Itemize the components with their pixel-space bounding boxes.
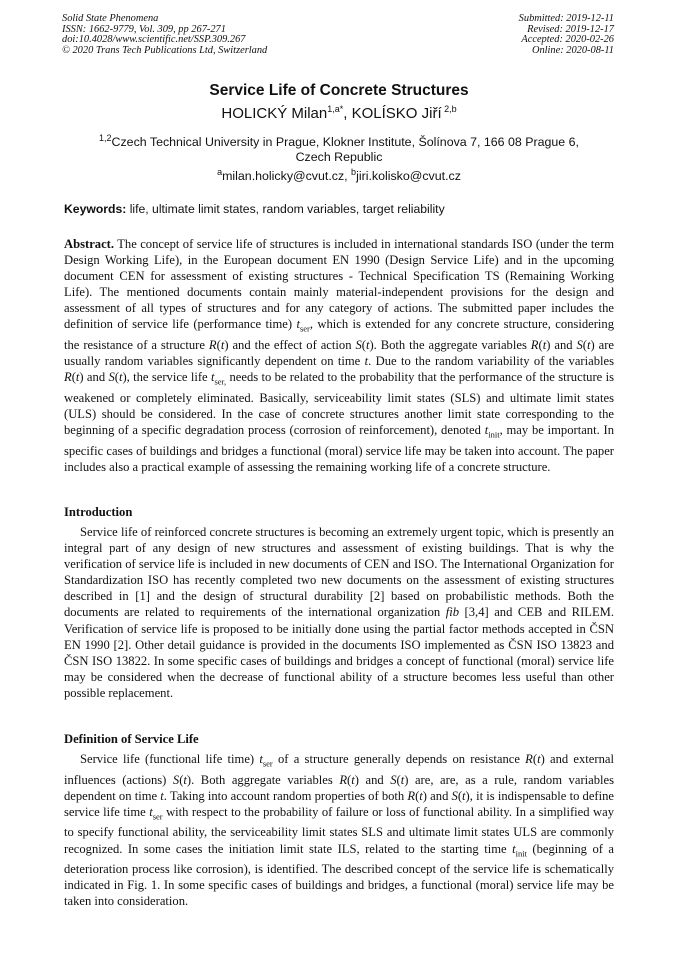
keywords-text: life, ultimate limit states, random variables, target reliability	[126, 202, 445, 216]
definition-paragraph: Service life (functional life time) $t_{ser}$ of a structure generally depends on resistance R(t) and external influences (actions) S(t). Both aggregate variables R(t) and S(t) are, are, as a rule, random variables dependent on time t. Taking into account random properties of both R(t) and S(t), it is indispensable to define service life time $t_{ser}$ with respect to the probability of failure or loss of functional ability. In a simplified way to specify functional ability, the serviceability limit states SLS and ultimate limit states ULS are commonly recognized. In some cases the initiation limit state ILS, related to the starting time $t_{init}$ (beginning of a deterioration process like corrosion), is identified. The described concept of the service life is schematically indicated in Fig. 1. In some specific cases of buildings and bridges, a functional (moral) service life may be taken into consideration.	[64, 752, 615, 909]
author-line: HOLICKÝ Milan$^{1,a*}$, KOLÍSKO Jiří $^{2,b}$	[221, 104, 457, 122]
date-revised: Revised: 2019-12-17	[527, 23, 614, 35]
journal-copyright: © 2020 Trans Tech Publications Ltd, Switzerland	[62, 44, 268, 56]
journal-doi: doi:10.4028/www.scientific.net/SSP.309.267	[62, 34, 246, 46]
date-online: Online: 2020-08-11	[531, 44, 614, 56]
author-1: HOLICKÝ Milan	[221, 105, 328, 122]
author-1-affil: 1,a*	[327, 104, 344, 114]
abstract-label: Abstract.	[64, 237, 115, 251]
affiliation: $^{1,2}$Czech Technical University in Prague, Klokner Institute, Šolínova 7, 166 08 Prague 6, Czech Republic	[99, 133, 579, 165]
journal-name: Solid State Phenomena	[62, 13, 159, 24]
paper-title: Service Life of Concrete Structures	[209, 82, 469, 99]
author-emails: $^a$milan.holicky@cvut.cz, $^b$jiri.kolisko@cvut.cz	[217, 167, 461, 184]
date-accepted: Accepted: 2020-02-26	[521, 34, 614, 46]
author-2: KOLÍSKO Jiří	[351, 105, 442, 122]
keywords	[64, 202, 624, 216]
introduction-paragraph: Service life of reinforced concrete structures is becoming an extremely urgent topic, which is presently an integral part of any design of new structures and assessment of existing buildings. That is why the verification of service life is included in new documents of CEN and ISO. The International Organization for Standardization ISO has recently completed two new documents on the assessment of existing structures described in [1] and the design of structural durability [2] based on probabilistic methods. Both the documents are related to requirements of the international organization fib [3,4] and CEB and RILEM. Verification of service life is proposed to be initially done using the partial factor methods accepted in ČSN EN 1990 [2]. Other detail guidance is provided in the documents ISO implemented as ČSN ISO 13823 and ČSN ISO 13822. In some specific cases of buildings and bridges a concept of functional (moral) service life may be considered when the decrease of functional ability of a structure becomes less useful than other possible replacement.	[64, 525, 614, 700]
abstract: Abstract. The concept of service life of structures is included in international standards ISO (under the term Design Working Life), in the European document EN 1990 (Design Service Life) and in the upcoming document CEN for assessment of existing structures - Technical Specification TS (Remaining Working Life). The mentioned documents contain mainly material-independent provisions for the design and assessment of all types of structures and for any category of actions. The submitted paper includes the definition of service life (performance time) $t_{ser}$, which is extended for any concrete structure, considering the resistance of a structure R(t) and the effect of action S(t). Both the aggregate variables R(t) and S(t) are usually random variables significantly dependent on time t. Due to the random variability of the variables R(t) and S(t), the service life $t_{ser,}$ needs to be related to the probability that the performance of the structure is weakened or completely eliminated. Basically, serviceability limit states (SLS) and ultimate limit states (ULS) should be considered. In the case of concrete structures another limit state corresponding to the beginning of a specific degradation process (corrosion of reinforcement), denoted $t_{init}$, may be important. In specific cases of buildings and bridges a functional (moral) service life may be taken into account. The paper includes also a practical example of assessing the remaining working life of a concrete structure.	[64, 237, 615, 474]
paper-dates	[519, 14, 614, 56]
journal-issn: ISSN: 1662-9779, Vol. 309, pp 267-271	[62, 23, 226, 35]
email-a[interactable]: milan.holicky@cvut.cz,	[222, 169, 352, 184]
section-heading-introduction: Introduction	[64, 505, 133, 519]
author-2-affil: 2,b	[441, 104, 457, 114]
section-heading-definition: Definition of Service Life	[64, 732, 199, 746]
date-submitted: Submitted: 2019-12-11	[518, 13, 614, 24]
journal-info	[62, 14, 267, 56]
keywords-label: Keywords:	[64, 202, 127, 216]
email-b[interactable]: jiri.kolisko@cvut.cz	[356, 169, 461, 184]
